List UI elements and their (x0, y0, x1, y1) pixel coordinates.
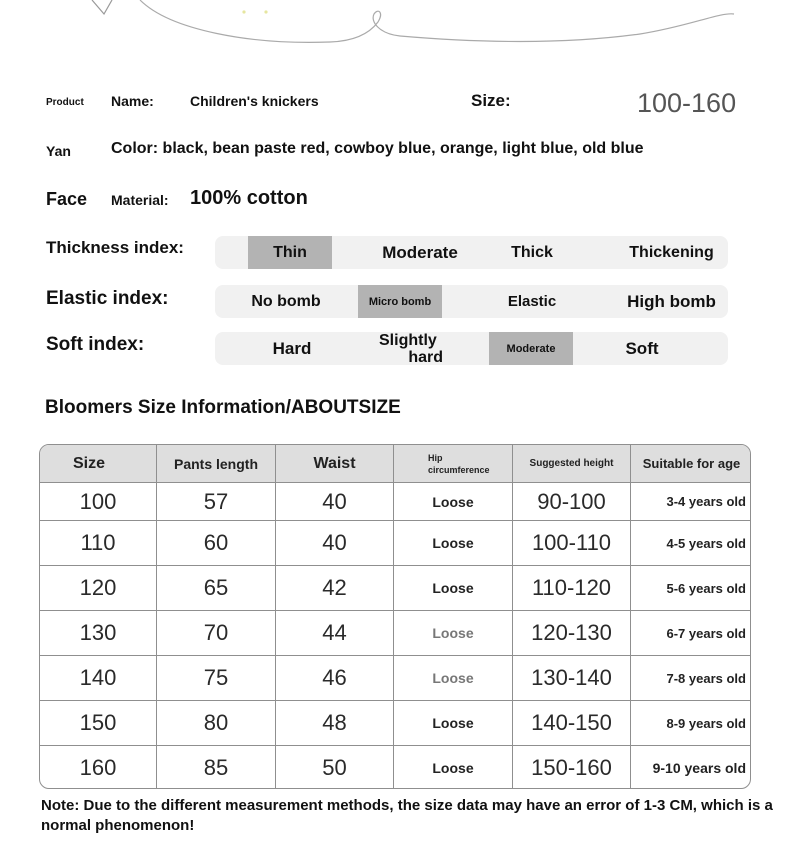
cell-pants-length: 65 (157, 566, 276, 610)
face-label: Face (46, 189, 88, 209)
header-circumference: circumference (428, 464, 490, 475)
cell-pants-length: 80 (157, 701, 276, 745)
cell-age: 3-4 years old (666, 494, 746, 509)
cell-size: 110 (40, 521, 157, 565)
cell-age: 6-7 years old (666, 625, 746, 641)
cell-height: 130-140 (513, 656, 631, 700)
cell-size: 150 (40, 701, 157, 745)
thickness-scale (215, 236, 728, 269)
yan-label: Yan (46, 143, 71, 159)
soft-scale (215, 332, 728, 365)
cell-height: 150-160 (513, 746, 631, 789)
table-row (40, 745, 751, 789)
cell-hip: Loose (394, 656, 513, 700)
table-row (40, 520, 751, 565)
soft-option-hard: Hard (272, 338, 312, 358)
cell-waist: 48 (276, 701, 394, 745)
cell-waist: 44 (276, 611, 394, 655)
cell-height: 90-100 (513, 483, 631, 520)
table-row (40, 700, 751, 745)
table-row (40, 610, 751, 655)
cell-height: 140-150 (513, 701, 631, 745)
cell-pants-length: 57 (157, 483, 276, 520)
cell-waist: 46 (276, 656, 394, 700)
cell-size: 130 (40, 611, 157, 655)
soft-index-label: Soft index: (46, 334, 145, 355)
cell-hip: Loose (394, 483, 513, 520)
material-label: Material: (111, 192, 169, 208)
measurement-note: Note: Due to the different measurement methods, the size data may have an error of 1-3 CM, which is a normal phenomenon! (41, 797, 773, 834)
cell-hip: Loose (394, 566, 513, 610)
size-table-title: Bloomers Size Information/ABOUTSIZE (45, 397, 401, 418)
cell-hip: Loose (394, 701, 513, 745)
soft-option-slightly: Slightly (379, 331, 437, 349)
cell-hip: Loose (394, 611, 513, 655)
cell-hip: Loose (394, 521, 513, 565)
header-suitable-for-age: Suitable for age (642, 456, 741, 471)
cell-waist: 42 (276, 566, 394, 610)
soft-option-moderate: Moderate (489, 332, 573, 365)
cell-height: 120-130 (513, 611, 631, 655)
header-hip-circumference (394, 445, 513, 482)
color-line: Color: black, bean paste red, cowboy blue, orange, light blue, old blue (111, 140, 644, 157)
cell-height: 100-110 (513, 521, 631, 565)
soft-option-hard-2: hard (408, 348, 443, 366)
cell-age: 9-10 years old (652, 760, 746, 776)
material-value: 100% cotton (190, 187, 308, 209)
cell-pants-length: 70 (157, 611, 276, 655)
cell-age: 5-6 years old (666, 580, 746, 596)
table-row (40, 655, 751, 700)
header-size: Size (40, 445, 157, 482)
thickness-option-thick: Thick (511, 243, 553, 261)
decorative-line-art (0, 0, 790, 60)
elastic-option-high-bomb: High bomb (627, 291, 716, 311)
elastic-scale (215, 285, 728, 318)
header-waist: Waist (276, 445, 394, 482)
cell-pants-length: 85 (157, 746, 276, 789)
cell-waist: 40 (276, 521, 394, 565)
elastic-option-elastic: Elastic (507, 293, 557, 310)
size-range: 100-160 (637, 88, 737, 118)
cell-waist: 50 (276, 746, 394, 789)
cell-size: 100 (40, 483, 157, 520)
cell-pants-length: 75 (157, 656, 276, 700)
soft-option-soft: Soft (625, 338, 659, 358)
cell-height: 110-120 (513, 566, 631, 610)
thickness-option-thickening: Thickening (629, 243, 714, 261)
cell-size: 140 (40, 656, 157, 700)
cell-hip: Loose (394, 746, 513, 789)
table-row (40, 482, 751, 520)
name-label: Name: (111, 93, 154, 109)
header-hip: Hip (428, 452, 443, 463)
size-label: Size: (471, 91, 511, 110)
header-suggested-height: Suggested height (513, 445, 631, 482)
table-row (40, 565, 751, 610)
elastic-option-micro-bomb: Micro bomb (358, 285, 442, 318)
size-table (39, 444, 751, 789)
cell-size: 160 (40, 746, 157, 789)
cell-age: 8-9 years old (666, 715, 746, 731)
header-pants-length: Pants length (157, 445, 276, 482)
product-label: Product (46, 97, 84, 108)
cell-waist: 40 (276, 483, 394, 520)
thickness-option-moderate: Moderate (382, 242, 458, 262)
elastic-index-label: Elastic index: (46, 288, 169, 309)
cell-pants-length: 60 (157, 521, 276, 565)
elastic-option-no-bomb: No bomb (251, 292, 321, 310)
cell-age: 4-5 years old (666, 535, 746, 551)
product-name: Children's knickers (190, 93, 319, 109)
soft-option-slightly-hard (365, 332, 455, 365)
cell-size: 120 (40, 566, 157, 610)
cell-age: 7-8 years old (666, 670, 746, 686)
thickness-option-thin: Thin (248, 236, 332, 269)
table-header-row (40, 445, 751, 482)
thickness-index-label: Thickness index: (46, 238, 184, 257)
